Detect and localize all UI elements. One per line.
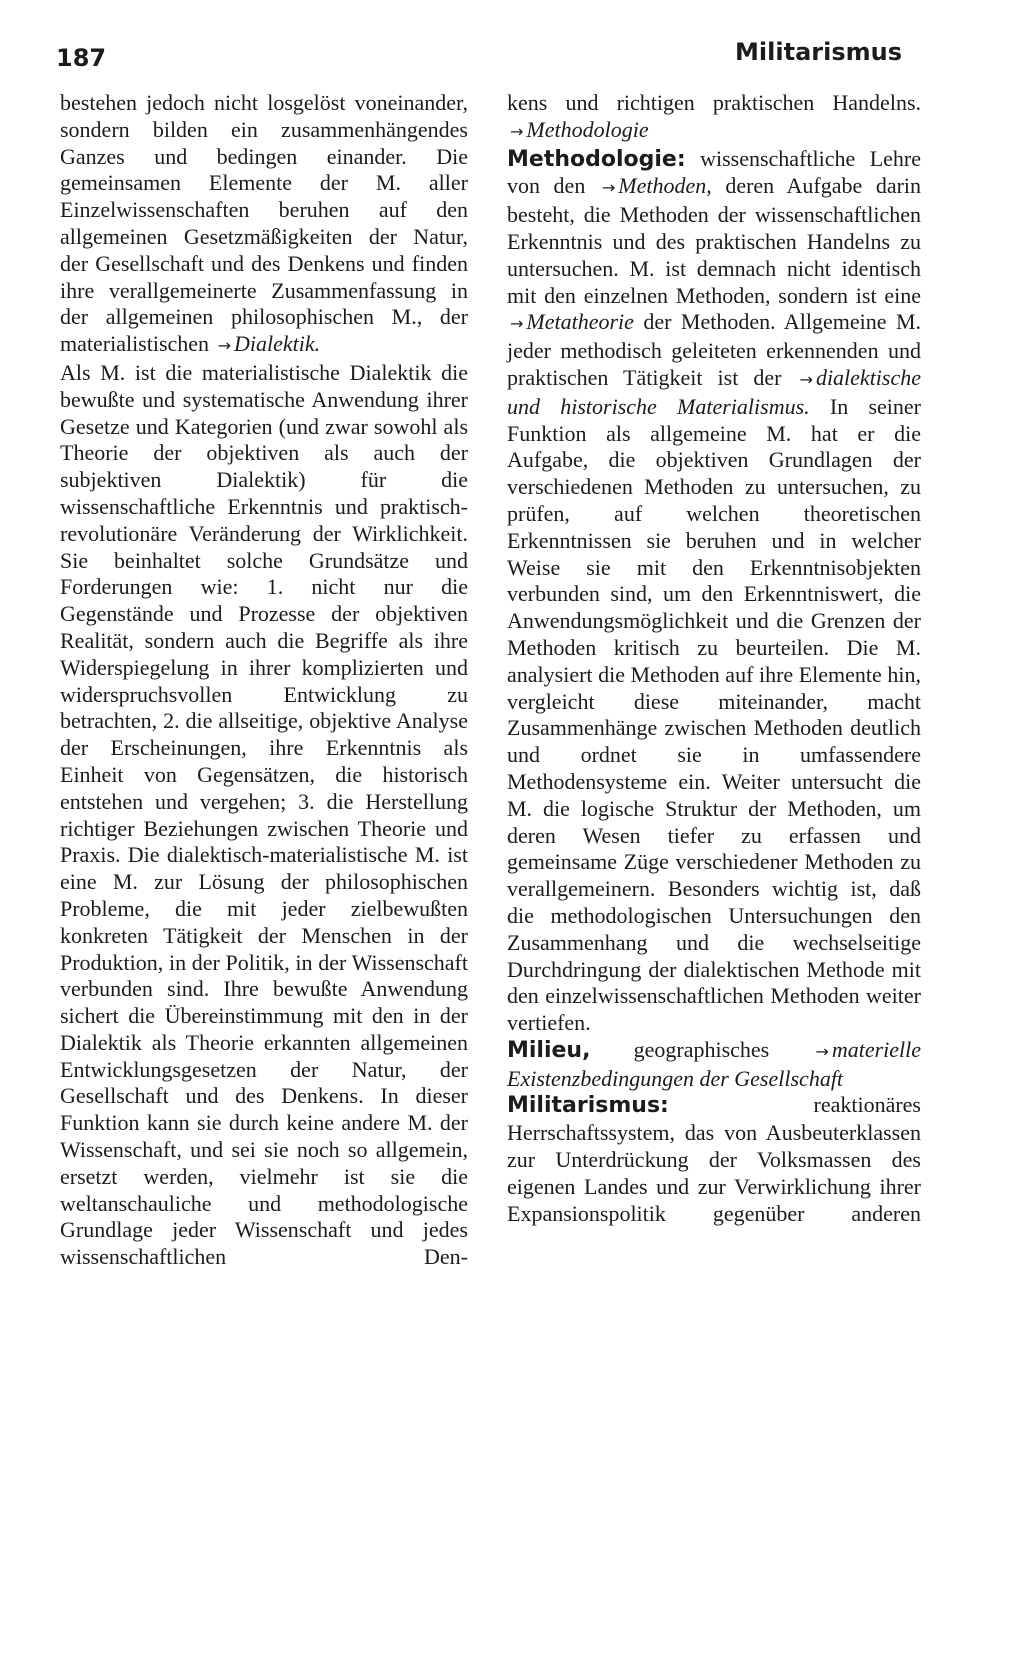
paragraph-text: kens und richtigen praktischen Handelns. — [507, 90, 921, 115]
entry-text: der Methoden. Allgemeine M. jeder methodisch geleiteten erkennenden und praktischen Tätigkeit ist der — [507, 309, 921, 390]
cross-reference-arrow-icon: → — [601, 178, 616, 198]
cross-reference-link[interactable]: dialektische und historische Materialismus. — [507, 364, 922, 419]
headword: Methodologie: — [507, 146, 686, 172]
paragraph-text: Als M. ist die materialistische Dialektik die bewußte und systematische Anwendung ihrer Gesetze und Kategorien (und zwar sowohl als Theorie der objektiven als auch der subjektiven Dialektik) für die wissenschaftliche Erkenntnis und praktisch-revolutionäre Veränderung der Wirklichkeit. Sie beinhaltet solche Grundsätze und Forderungen wie: 1. nicht nur die Gegenstände und Prozesse der objektiven Realität, sondern auch die Begriffe als ihre Widerspiegelung in ihrer komplizierten und widerspruchsvollen Entwicklung zu betrachten, 2. die allseitige, objektive Analyse der Erscheinungen, ihre Erkenntnis als Einheit von Gegensätzen, die historisch entstehen und vergehen; 3. die Herstellung richtiger Beziehungen zwischen Theorie und Praxis. Die dialektisch-materialistische M. ist eine M. zur Lösung der philosophischen Probleme, die mit jeder zielbewußten konkreten Tätigkeit der Menschen in der Produktion, in der Politik, in der Wissenschaft verbunden sind. Ihre bewußte Anwendung sichert die Übereinstimmung mit den in der Dialektik als Theorie erkannten allgemeinen Entwicklungsgesetzen der Natur, der Gesellschaft und des Denkens. In dieser Funktion kann sie durch keine andere M. der Wissenschaft, und sei sie noch so allgemein, ersetzt werden, vielmehr ist sie die weltanschauliche und methodologische Grundlage jeder Wissenschaft und jedes wissenschaftlichen Den- — [60, 359, 468, 1270]
entry-text: wissenschaftliche Lehre von den — [507, 145, 922, 199]
cross-reference-arrow-icon: → — [217, 336, 231, 356]
entry-milieu — [507, 1037, 921, 1093]
page-number: 187 — [56, 44, 107, 72]
cross-reference-arrow-icon: → — [799, 369, 813, 389]
left-column — [60, 90, 468, 1271]
right-column — [507, 90, 921, 1227]
entry-text: geographisches — [633, 1036, 770, 1062]
entry-methodologie — [507, 146, 921, 1037]
headword: Milieu, — [507, 1037, 591, 1063]
entry-text: In seiner Funktion als allgemeine M. hat er die Aufgabe, die objektiven Grundlagen der verschiedenen Methoden zu untersuchen, zu prüfen, auf welchen theoretischen Erkenntnissen sie beruhen und in welcher Weise sie mit den Erkenntnisobjekten verbunden sind, um den Erkenntniswert, die Anwendungsmöglichkeit und die Grenzen der Methoden kritisch zu beurteilen. Die M. analysiert die Methoden auf ihre Elemente hin, vergleicht diese miteinander, macht Zusammenhänge zwischen Methoden deutlich und ordnet sie in umfassendere Methodensysteme ein. Weiter untersucht die M. die logische Struktur der Methoden, um deren Wesen tiefer zu erfassen und gemeinsame Züge verschiedener Methoden zu verallgemeinern. Besonders wichtig ist, daß die methodologischen Untersuchungen den Zusammenhang und die wechselseitige Durchdringung der dialektischen Methode mit den einzelwissenschaftlichen Methoden weiter vertiefen. — [507, 393, 922, 1036]
cross-reference-link[interactable]: Metatheorie — [526, 309, 634, 335]
continuation-paragraph — [507, 90, 921, 146]
entry-militarismus — [507, 1092, 921, 1227]
entry-text: deren Aufgabe darin besteht, die Methoden der wissenschaftlichen Erkenntnis und des praktischen Handelns zu untersuchen. M. ist demnach nicht identisch mit den einzelnen Methoden, sondern ist eine — [507, 173, 922, 308]
cross-reference-arrow-icon: → — [815, 1041, 829, 1061]
continuation-paragraph — [60, 90, 468, 360]
headword: Militarismus: — [507, 1093, 669, 1119]
cross-reference-link[interactable]: materielle Existenzbedingungen der Gesellschaft — [507, 1036, 922, 1091]
running-head: Militarismus — [735, 38, 902, 66]
cross-reference-arrow-icon: → — [510, 121, 524, 141]
entry-text: reaktionäres Herrschaftssystem, das von Ausbeuterklassen zur Unterdrückung der Volksmassen des eigenen Landes und zur Verwirklichung ihrer Expansionspolitik gegenüber anderen — [507, 1092, 921, 1226]
cross-reference-link[interactable]: Methodologie — [526, 116, 649, 142]
cross-reference-link[interactable]: Dialektik. — [233, 331, 321, 357]
paragraph-text: bestehen jedoch nicht losgelöst voneinander, sondern bilden ein zusammenhängendes Ganzes und bedingen einander. Die gemeinsamen Elemente der M. aller Einzelwissenschaften beruhen auf den allgemeinen Gesetzmäßigkeiten der Natur, der Gesellschaft und des Denkens und finden ihre verallgemeinerte Zusammenfassung in der allgemeinen philosophischen M., der materialistischen — [60, 90, 468, 357]
cross-reference-link[interactable]: Methoden, — [618, 173, 712, 199]
cross-reference-arrow-icon: → — [510, 314, 524, 334]
continuation-paragraph — [60, 360, 468, 1271]
